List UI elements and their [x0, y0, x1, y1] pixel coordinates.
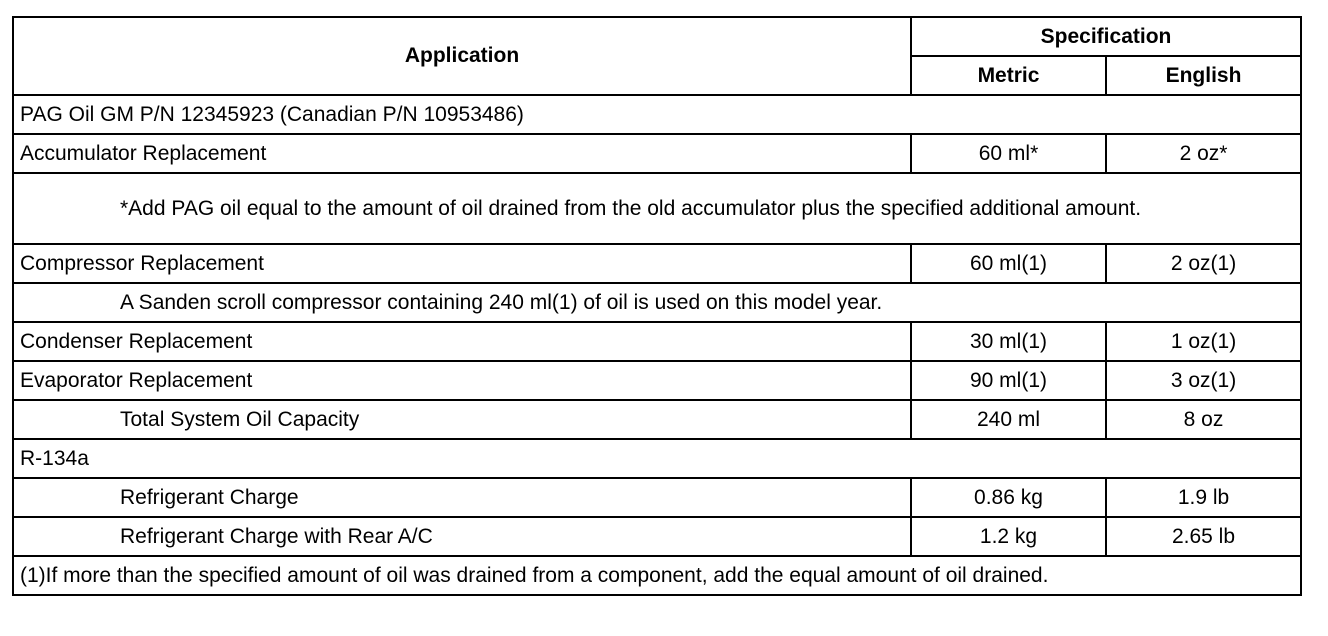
section-label: R-134a — [13, 439, 1301, 478]
header-metric: Metric — [911, 56, 1106, 95]
english-cell: 2 oz(1) — [1106, 244, 1301, 283]
metric-cell: 30 ml(1) — [911, 322, 1106, 361]
spec-table — [12, 16, 1302, 596]
metric-cell: 60 ml(1) — [911, 244, 1106, 283]
application-cell: Refrigerant Charge with Rear A/C — [13, 517, 911, 556]
table-row — [13, 361, 1301, 400]
application-cell: Evaporator Replacement — [13, 361, 911, 400]
english-cell: 1.9 lb — [1106, 478, 1301, 517]
spec-table-container — [12, 16, 1302, 596]
footnote-text: (1)If more than the specified amount of oil was drained from a component, add the equal amount of oil drained. — [13, 556, 1301, 595]
metric-cell: 1.2 kg — [911, 517, 1106, 556]
section-row-refrigerant — [13, 439, 1301, 478]
application-cell: Condenser Replacement — [13, 322, 911, 361]
english-cell: 8 oz — [1106, 400, 1301, 439]
header-english: English — [1106, 56, 1301, 95]
footnote-row — [13, 556, 1301, 595]
note-text: A Sanden scroll compressor containing 240 ml(1) of oil is used on this model year. — [13, 283, 1301, 322]
application-cell: Refrigerant Charge — [13, 478, 911, 517]
english-cell: 2 oz* — [1106, 134, 1301, 173]
note-row — [13, 173, 1301, 244]
application-cell: Total System Oil Capacity — [13, 400, 911, 439]
table-row — [13, 478, 1301, 517]
english-cell: 2.65 lb — [1106, 517, 1301, 556]
english-cell: 1 oz(1) — [1106, 322, 1301, 361]
english-cell: 3 oz(1) — [1106, 361, 1301, 400]
metric-cell: 90 ml(1) — [911, 361, 1106, 400]
table-row — [13, 322, 1301, 361]
note-text: *Add PAG oil equal to the amount of oil drained from the old accumulator plus the specified additional amount. — [13, 173, 1301, 244]
metric-cell: 0.86 kg — [911, 478, 1106, 517]
metric-cell: 60 ml* — [911, 134, 1106, 173]
table-row — [13, 134, 1301, 173]
table-row — [13, 244, 1301, 283]
table-row — [13, 400, 1301, 439]
metric-cell: 240 ml — [911, 400, 1106, 439]
note-row — [13, 283, 1301, 322]
section-row-pag-oil — [13, 95, 1301, 134]
table-row — [13, 517, 1301, 556]
header-application: Application — [13, 17, 911, 95]
application-cell: Compressor Replacement — [13, 244, 911, 283]
section-label: PAG Oil GM P/N 12345923 (Canadian P/N 10953486) — [13, 95, 1301, 134]
application-cell: Accumulator Replacement — [13, 134, 911, 173]
header-specification: Specification — [911, 17, 1301, 56]
header-row-top — [13, 17, 1301, 56]
